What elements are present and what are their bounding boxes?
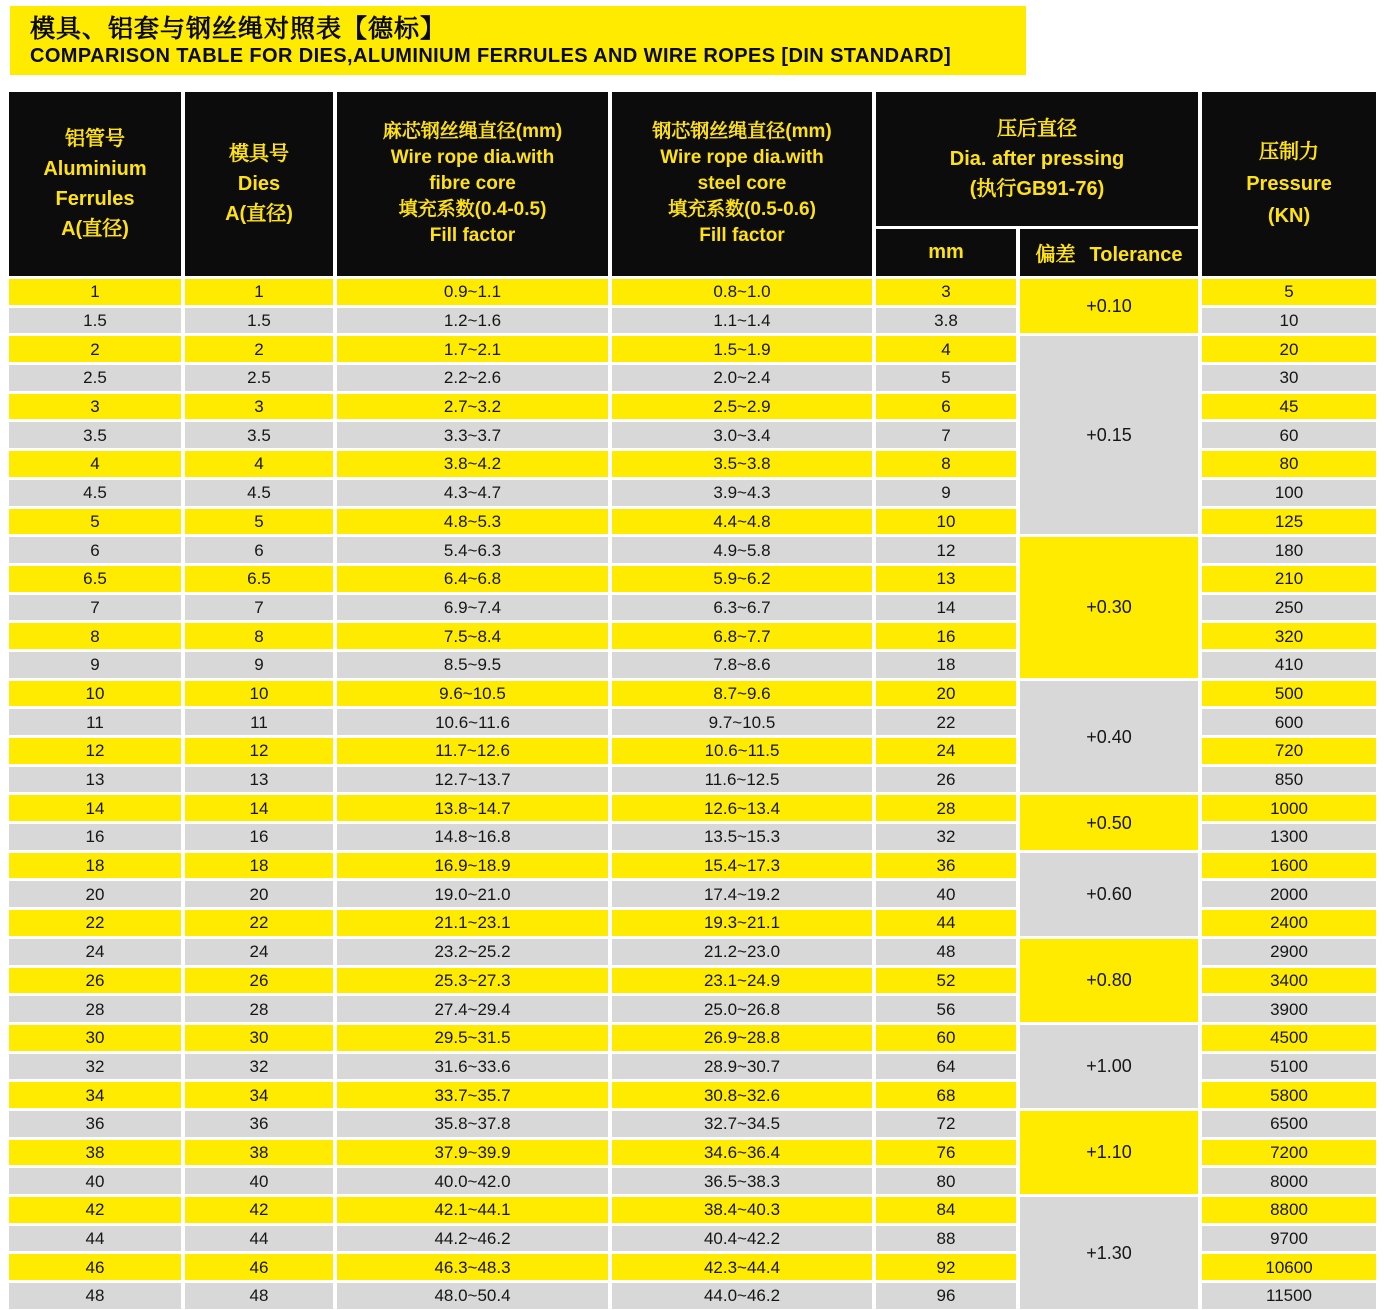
pressure-value: 180 xyxy=(1202,537,1376,563)
die-number: 4.5 xyxy=(185,480,333,506)
steel-core-range: 0.8~1.0 xyxy=(612,279,872,305)
pressed-dia-mm: 26 xyxy=(876,767,1016,793)
pressed-dia-mm: 24 xyxy=(876,738,1016,764)
fibre-core-range: 6.4~6.8 xyxy=(337,566,608,592)
table-row xyxy=(9,939,1376,965)
steel-core-range: 8.7~9.6 xyxy=(612,681,872,707)
page-title-chinese: 模具、铝套与钢丝绳对照表【德标】 xyxy=(30,15,447,43)
die-number: 48 xyxy=(185,1283,333,1309)
die-number: 3.5 xyxy=(185,422,333,448)
ferrule-number: 16 xyxy=(9,824,181,850)
pressure-value: 210 xyxy=(1202,566,1376,592)
pressed-dia-mm: 96 xyxy=(876,1283,1016,1309)
header-dies: 模具号 Dies A(直径) xyxy=(185,92,333,276)
table-body xyxy=(9,279,1376,1309)
table-row xyxy=(9,681,1376,707)
pressure-value: 45 xyxy=(1202,394,1376,420)
table-header xyxy=(9,92,1376,276)
ferrule-number: 44 xyxy=(9,1226,181,1252)
pressed-dia-mm: 84 xyxy=(876,1197,1016,1223)
die-number: 16 xyxy=(185,824,333,850)
die-number: 5 xyxy=(185,509,333,535)
steel-core-range: 3.0~3.4 xyxy=(612,422,872,448)
header-pressure: 压制力 Pressure (KN) xyxy=(1202,92,1376,276)
ferrule-number: 1 xyxy=(9,279,181,305)
pressed-dia-mm: 22 xyxy=(876,709,1016,735)
die-number: 12 xyxy=(185,738,333,764)
pressed-dia-mm: 92 xyxy=(876,1254,1016,1280)
die-number: 40 xyxy=(185,1168,333,1194)
steel-core-range: 19.3~21.1 xyxy=(612,910,872,936)
pressure-value: 500 xyxy=(1202,681,1376,707)
fibre-core-range: 19.0~21.0 xyxy=(337,881,608,907)
pressed-dia-mm: 5 xyxy=(876,365,1016,391)
pressed-dia-mm: 68 xyxy=(876,1082,1016,1108)
fibre-core-range: 7.5~8.4 xyxy=(337,623,608,649)
steel-core-range: 5.9~6.2 xyxy=(612,566,872,592)
pressure-value: 60 xyxy=(1202,422,1376,448)
pressed-dia-mm: 60 xyxy=(876,1025,1016,1051)
pressure-value: 10 xyxy=(1202,308,1376,334)
pressure-value: 320 xyxy=(1202,623,1376,649)
pressure-value: 410 xyxy=(1202,652,1376,678)
pressed-dia-mm: 13 xyxy=(876,566,1016,592)
ferrule-number: 30 xyxy=(9,1025,181,1051)
tolerance-value: +0.15 xyxy=(1020,336,1198,534)
ferrule-number: 24 xyxy=(9,939,181,965)
table-row xyxy=(9,795,1376,821)
pressed-dia-mm: 6 xyxy=(876,394,1016,420)
fibre-core-range: 35.8~37.8 xyxy=(337,1111,608,1137)
steel-core-range: 28.9~30.7 xyxy=(612,1054,872,1080)
fibre-core-range: 21.1~23.1 xyxy=(337,910,608,936)
die-number: 10 xyxy=(185,681,333,707)
header-dia-after-pressing: 压后直径 Dia. after pressing (执行GB91-76) xyxy=(876,92,1198,226)
fibre-core-range: 12.7~13.7 xyxy=(337,767,608,793)
tolerance-value: +1.30 xyxy=(1020,1197,1198,1309)
die-number: 9 xyxy=(185,652,333,678)
steel-core-range: 32.7~34.5 xyxy=(612,1111,872,1137)
table-row xyxy=(9,1111,1376,1137)
fibre-core-range: 14.8~16.8 xyxy=(337,824,608,850)
pressure-value: 2000 xyxy=(1202,881,1376,907)
pressed-dia-mm: 7 xyxy=(876,422,1016,448)
table-row xyxy=(9,279,1376,305)
fibre-core-range: 25.3~27.3 xyxy=(337,968,608,994)
tolerance-value: +1.10 xyxy=(1020,1111,1198,1194)
steel-core-range: 12.6~13.4 xyxy=(612,795,872,821)
header-steel-core: 钢芯钢丝绳直径(mm) Wire rope dia.with steel core 填充系数(0.5-0.6) Fill factor xyxy=(612,92,872,276)
tolerance-value: +0.10 xyxy=(1020,279,1198,333)
die-number: 46 xyxy=(185,1254,333,1280)
fibre-core-range: 2.7~3.2 xyxy=(337,394,608,420)
pressed-dia-mm: 9 xyxy=(876,480,1016,506)
die-number: 22 xyxy=(185,910,333,936)
die-number: 2.5 xyxy=(185,365,333,391)
pressure-value: 720 xyxy=(1202,738,1376,764)
ferrule-number: 2.5 xyxy=(9,365,181,391)
fibre-core-range: 16.9~18.9 xyxy=(337,853,608,879)
pressed-dia-mm: 88 xyxy=(876,1226,1016,1252)
steel-core-range: 17.4~19.2 xyxy=(612,881,872,907)
table-row xyxy=(9,336,1376,362)
fibre-core-range: 31.6~33.6 xyxy=(337,1054,608,1080)
ferrule-number: 38 xyxy=(9,1140,181,1166)
pressure-value: 20 xyxy=(1202,336,1376,362)
ferrule-number: 5 xyxy=(9,509,181,535)
pressed-dia-mm: 32 xyxy=(876,824,1016,850)
fibre-core-range: 4.3~4.7 xyxy=(337,480,608,506)
ferrule-number: 4.5 xyxy=(9,480,181,506)
pressure-value: 8800 xyxy=(1202,1197,1376,1223)
pressure-value: 10600 xyxy=(1202,1254,1376,1280)
die-number: 14 xyxy=(185,795,333,821)
steel-core-range: 38.4~40.3 xyxy=(612,1197,872,1223)
steel-core-range: 10.6~11.5 xyxy=(612,738,872,764)
die-number: 32 xyxy=(185,1054,333,1080)
steel-core-range: 15.4~17.3 xyxy=(612,853,872,879)
die-number: 3 xyxy=(185,394,333,420)
ferrule-number: 36 xyxy=(9,1111,181,1137)
ferrule-number: 46 xyxy=(9,1254,181,1280)
fibre-core-range: 13.8~14.7 xyxy=(337,795,608,821)
pressed-dia-mm: 40 xyxy=(876,881,1016,907)
steel-core-range: 21.2~23.0 xyxy=(612,939,872,965)
fibre-core-range: 3.3~3.7 xyxy=(337,422,608,448)
die-number: 34 xyxy=(185,1082,333,1108)
fibre-core-range: 3.8~4.2 xyxy=(337,451,608,477)
ferrule-number: 12 xyxy=(9,738,181,764)
die-number: 6.5 xyxy=(185,566,333,592)
pressure-value: 6500 xyxy=(1202,1111,1376,1137)
die-number: 6 xyxy=(185,537,333,563)
fibre-core-range: 9.6~10.5 xyxy=(337,681,608,707)
pressed-dia-mm: 76 xyxy=(876,1140,1016,1166)
steel-core-range: 6.3~6.7 xyxy=(612,595,872,621)
ferrule-number: 48 xyxy=(9,1283,181,1309)
steel-core-range: 2.0~2.4 xyxy=(612,365,872,391)
fibre-core-range: 40.0~42.0 xyxy=(337,1168,608,1194)
steel-core-range: 30.8~32.6 xyxy=(612,1082,872,1108)
steel-core-range: 7.8~8.6 xyxy=(612,652,872,678)
table-row xyxy=(9,1025,1376,1051)
pressed-dia-mm: 56 xyxy=(876,996,1016,1022)
fibre-core-range: 11.7~12.6 xyxy=(337,738,608,764)
steel-core-range: 23.1~24.9 xyxy=(612,968,872,994)
pressed-dia-mm: 8 xyxy=(876,451,1016,477)
header-aluminium-ferrules: 铝管号 Aluminium Ferrules A(直径) xyxy=(9,92,181,276)
fibre-core-range: 5.4~6.3 xyxy=(337,537,608,563)
pressure-value: 1300 xyxy=(1202,824,1376,850)
tolerance-value: +0.50 xyxy=(1020,795,1198,849)
ferrule-number: 4 xyxy=(9,451,181,477)
steel-core-range: 1.5~1.9 xyxy=(612,336,872,362)
pressure-value: 125 xyxy=(1202,509,1376,535)
die-number: 1 xyxy=(185,279,333,305)
tolerance-value: +0.30 xyxy=(1020,537,1198,677)
die-number: 42 xyxy=(185,1197,333,1223)
pressed-dia-mm: 16 xyxy=(876,623,1016,649)
ferrule-number: 1.5 xyxy=(9,308,181,334)
die-number: 13 xyxy=(185,767,333,793)
fibre-core-range: 0.9~1.1 xyxy=(337,279,608,305)
steel-core-range: 3.9~4.3 xyxy=(612,480,872,506)
die-number: 8 xyxy=(185,623,333,649)
fibre-core-range: 29.5~31.5 xyxy=(337,1025,608,1051)
pressed-dia-mm: 44 xyxy=(876,910,1016,936)
ferrule-number: 8 xyxy=(9,623,181,649)
steel-core-range: 11.6~12.5 xyxy=(612,767,872,793)
ferrule-number: 3.5 xyxy=(9,422,181,448)
steel-core-range: 13.5~15.3 xyxy=(612,824,872,850)
ferrule-number: 9 xyxy=(9,652,181,678)
die-number: 20 xyxy=(185,881,333,907)
page xyxy=(0,6,1384,1310)
ferrule-number: 40 xyxy=(9,1168,181,1194)
pressure-value: 4500 xyxy=(1202,1025,1376,1051)
die-number: 28 xyxy=(185,996,333,1022)
table-row xyxy=(9,853,1376,879)
steel-core-range: 6.8~7.7 xyxy=(612,623,872,649)
pressure-value: 250 xyxy=(1202,595,1376,621)
die-number: 2 xyxy=(185,336,333,362)
ferrule-number: 26 xyxy=(9,968,181,994)
header-tolerance-zh: 偏差 xyxy=(1035,244,1076,266)
pressed-dia-mm: 3.8 xyxy=(876,308,1016,334)
die-number: 30 xyxy=(185,1025,333,1051)
steel-core-range: 25.0~26.8 xyxy=(612,996,872,1022)
pressed-dia-mm: 20 xyxy=(876,681,1016,707)
die-number: 36 xyxy=(185,1111,333,1137)
ferrule-number: 11 xyxy=(9,709,181,735)
ferrule-number: 28 xyxy=(9,996,181,1022)
pressure-value: 30 xyxy=(1202,365,1376,391)
header-fibre-core: 麻芯钢丝绳直径(mm) Wire rope dia.with fibre core 填充系数(0.4-0.5) Fill factor xyxy=(337,92,608,276)
steel-core-range: 26.9~28.8 xyxy=(612,1025,872,1051)
pressure-value: 9700 xyxy=(1202,1226,1376,1252)
pressed-dia-mm: 18 xyxy=(876,652,1016,678)
pressure-value: 80 xyxy=(1202,451,1376,477)
pressure-value: 5 xyxy=(1202,279,1376,305)
steel-core-range: 3.5~3.8 xyxy=(612,451,872,477)
tolerance-value: +0.40 xyxy=(1020,681,1198,793)
pressure-value: 850 xyxy=(1202,767,1376,793)
ferrule-number: 32 xyxy=(9,1054,181,1080)
ferrule-number: 10 xyxy=(9,681,181,707)
steel-core-range: 34.6~36.4 xyxy=(612,1140,872,1166)
fibre-core-range: 37.9~39.9 xyxy=(337,1140,608,1166)
pressed-dia-mm: 48 xyxy=(876,939,1016,965)
ferrule-number: 6.5 xyxy=(9,566,181,592)
die-number: 18 xyxy=(185,853,333,879)
die-number: 11 xyxy=(185,709,333,735)
steel-core-range: 9.7~10.5 xyxy=(612,709,872,735)
fibre-core-range: 4.8~5.3 xyxy=(337,509,608,535)
pressed-dia-mm: 72 xyxy=(876,1111,1016,1137)
pressure-value: 8000 xyxy=(1202,1168,1376,1194)
pressure-value: 11500 xyxy=(1202,1283,1376,1309)
fibre-core-range: 48.0~50.4 xyxy=(337,1283,608,1309)
pressed-dia-mm: 4 xyxy=(876,336,1016,362)
pressure-value: 2400 xyxy=(1202,910,1376,936)
pressure-value: 100 xyxy=(1202,480,1376,506)
die-number: 26 xyxy=(185,968,333,994)
steel-core-range: 2.5~2.9 xyxy=(612,394,872,420)
header-tolerance-en: Tolerance xyxy=(1089,244,1183,266)
pressed-dia-mm: 80 xyxy=(876,1168,1016,1194)
pressure-value: 5800 xyxy=(1202,1082,1376,1108)
header-tolerance xyxy=(1020,229,1198,276)
pressure-value: 1600 xyxy=(1202,853,1376,879)
steel-core-range: 1.1~1.4 xyxy=(612,308,872,334)
steel-core-range: 40.4~42.2 xyxy=(612,1226,872,1252)
die-number: 24 xyxy=(185,939,333,965)
title-bar xyxy=(10,6,1026,75)
pressed-dia-mm: 64 xyxy=(876,1054,1016,1080)
fibre-core-range: 42.1~44.1 xyxy=(337,1197,608,1223)
ferrule-number: 6 xyxy=(9,537,181,563)
ferrule-number: 34 xyxy=(9,1082,181,1108)
die-number: 44 xyxy=(185,1226,333,1252)
pressed-dia-mm: 52 xyxy=(876,968,1016,994)
steel-core-range: 44.0~46.2 xyxy=(612,1283,872,1309)
fibre-core-range: 10.6~11.6 xyxy=(337,709,608,735)
ferrule-number: 20 xyxy=(9,881,181,907)
ferrule-number: 13 xyxy=(9,767,181,793)
fibre-core-range: 6.9~7.4 xyxy=(337,595,608,621)
header-mm: mm xyxy=(876,229,1016,276)
steel-core-range: 4.9~5.8 xyxy=(612,537,872,563)
pressed-dia-mm: 28 xyxy=(876,795,1016,821)
ferrule-number: 3 xyxy=(9,394,181,420)
pressed-dia-mm: 12 xyxy=(876,537,1016,563)
pressure-value: 2900 xyxy=(1202,939,1376,965)
pressure-value: 3400 xyxy=(1202,968,1376,994)
fibre-core-range: 2.2~2.6 xyxy=(337,365,608,391)
pressure-value: 600 xyxy=(1202,709,1376,735)
ferrule-number: 14 xyxy=(9,795,181,821)
pressed-dia-mm: 36 xyxy=(876,853,1016,879)
pressure-value: 1000 xyxy=(1202,795,1376,821)
fibre-core-range: 46.3~48.3 xyxy=(337,1254,608,1280)
pressure-value: 7200 xyxy=(1202,1140,1376,1166)
comparison-table xyxy=(5,89,1380,1310)
tolerance-value: +0.80 xyxy=(1020,939,1198,1022)
pressed-dia-mm: 3 xyxy=(876,279,1016,305)
steel-core-range: 4.4~4.8 xyxy=(612,509,872,535)
pressed-dia-mm: 10 xyxy=(876,509,1016,535)
fibre-core-range: 23.2~25.2 xyxy=(337,939,608,965)
page-title-english: COMPARISON TABLE FOR DIES,ALUMINIUM FERRULES AND WIRE ROPES [DIN STANDARD] xyxy=(30,45,952,67)
steel-core-range: 42.3~44.4 xyxy=(612,1254,872,1280)
table-row xyxy=(9,537,1376,563)
table-row xyxy=(9,1197,1376,1223)
pressure-value: 3900 xyxy=(1202,996,1376,1022)
ferrule-number: 18 xyxy=(9,853,181,879)
steel-core-range: 36.5~38.3 xyxy=(612,1168,872,1194)
tolerance-value: +1.00 xyxy=(1020,1025,1198,1108)
die-number: 1.5 xyxy=(185,308,333,334)
fibre-core-range: 44.2~46.2 xyxy=(337,1226,608,1252)
fibre-core-range: 27.4~29.4 xyxy=(337,996,608,1022)
fibre-core-range: 33.7~35.7 xyxy=(337,1082,608,1108)
ferrule-number: 7 xyxy=(9,595,181,621)
tolerance-value: +0.60 xyxy=(1020,853,1198,936)
ferrule-number: 22 xyxy=(9,910,181,936)
fibre-core-range: 8.5~9.5 xyxy=(337,652,608,678)
die-number: 4 xyxy=(185,451,333,477)
pressed-dia-mm: 14 xyxy=(876,595,1016,621)
fibre-core-range: 1.7~2.1 xyxy=(337,336,608,362)
fibre-core-range: 1.2~1.6 xyxy=(337,308,608,334)
pressure-value: 5100 xyxy=(1202,1054,1376,1080)
die-number: 7 xyxy=(185,595,333,621)
ferrule-number: 2 xyxy=(9,336,181,362)
ferrule-number: 42 xyxy=(9,1197,181,1223)
die-number: 38 xyxy=(185,1140,333,1166)
